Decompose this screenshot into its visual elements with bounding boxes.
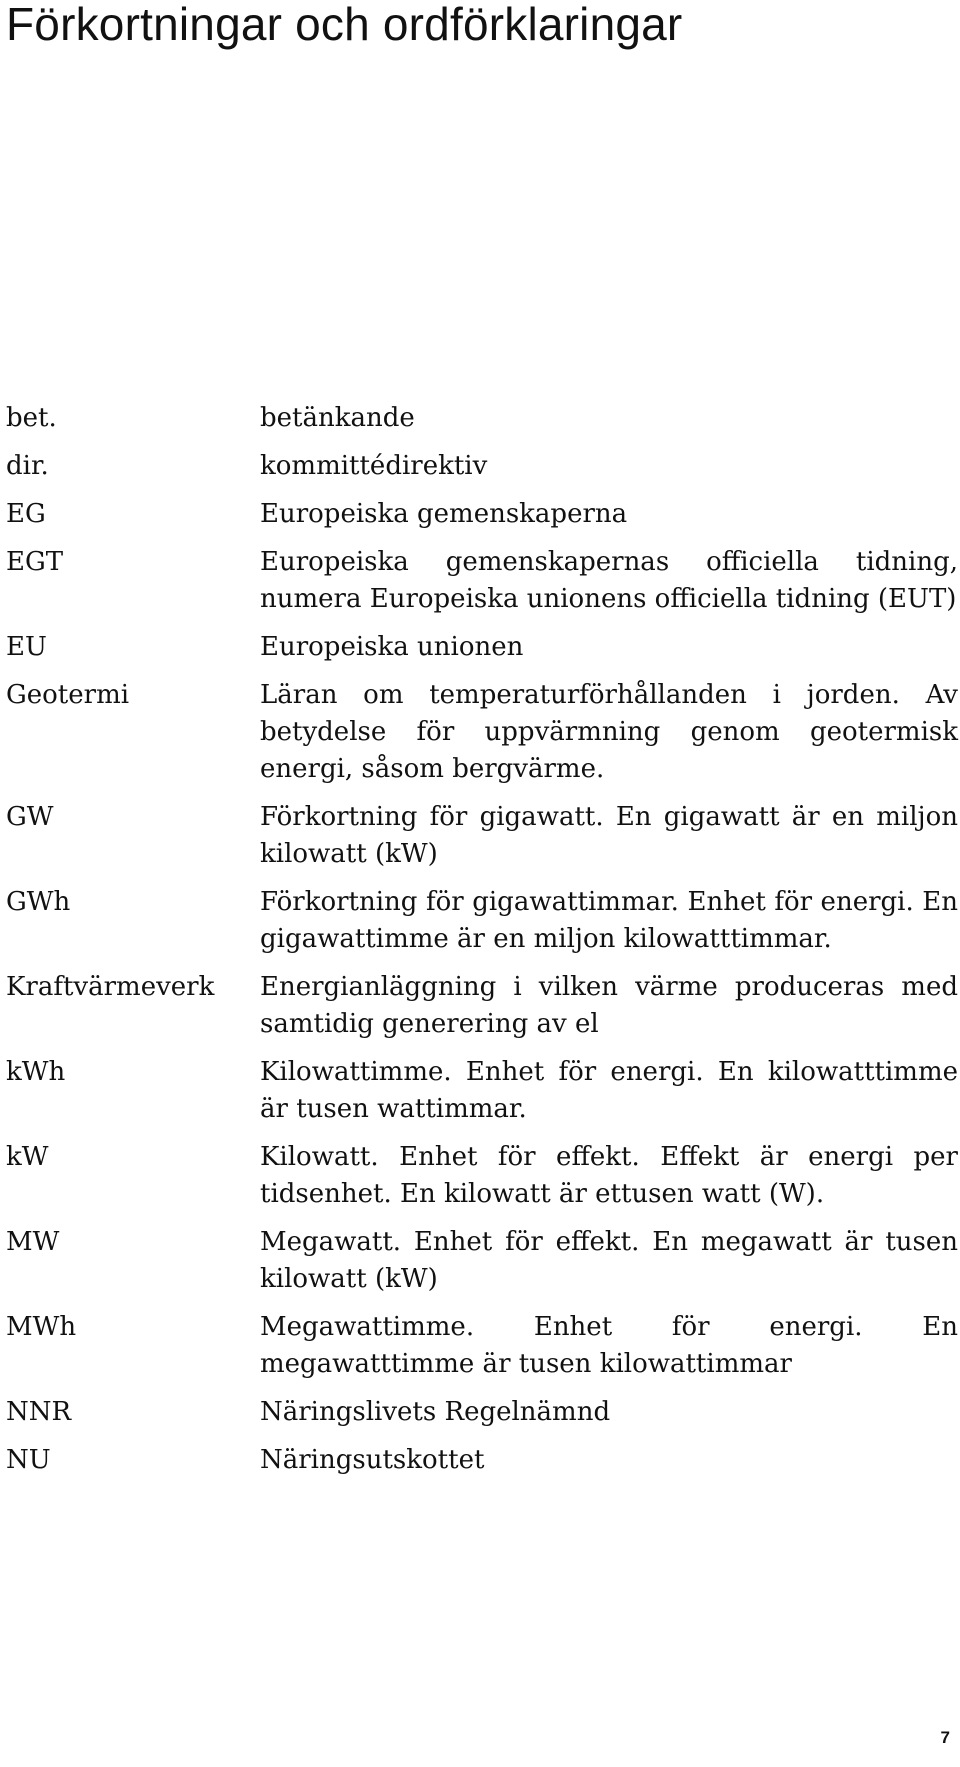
glossary-entry bbox=[6, 400, 958, 437]
glossary-definition: Näringsutskottet bbox=[260, 1445, 485, 1475]
glossary-entry bbox=[6, 1139, 958, 1213]
glossary-definition: Förkortning för gigawattimmar. Enhet för energi. En gigawattimme är en miljon kilowatttimmar. bbox=[260, 887, 958, 954]
glossary-term: NNR bbox=[6, 1397, 72, 1427]
glossary-definition: kommittédirektiv bbox=[260, 451, 488, 481]
glossary-term: MW bbox=[6, 1227, 60, 1257]
glossary-definition: Europeiska unionen bbox=[260, 632, 524, 662]
glossary-term: EG bbox=[6, 499, 46, 529]
glossary-entry bbox=[6, 677, 958, 788]
glossary-entry bbox=[6, 1442, 958, 1479]
glossary-definition: Europeiska gemenskaperna bbox=[260, 499, 628, 529]
glossary-term: bet. bbox=[6, 403, 57, 433]
glossary-entry bbox=[6, 1054, 958, 1128]
glossary-entry bbox=[6, 1309, 958, 1383]
glossary-entry bbox=[6, 1224, 958, 1298]
glossary-term: GW bbox=[6, 802, 54, 832]
glossary-term: kWh bbox=[6, 1057, 66, 1087]
glossary-entry bbox=[6, 799, 958, 873]
glossary-entry bbox=[6, 448, 958, 485]
glossary-term: MWh bbox=[6, 1312, 77, 1342]
glossary-definition: Europeiska gemenskapernas officiella tidning, numera Europeiska unionens officiella tidning (EUT) bbox=[260, 547, 958, 614]
page-number: 7 bbox=[940, 1728, 950, 1747]
glossary-term: GWh bbox=[6, 887, 71, 917]
glossary-definition: Megawattimme. Enhet för energi. En megawatttimme är tusen kilowattimmar bbox=[260, 1312, 958, 1379]
glossary-entry bbox=[6, 544, 958, 618]
glossary-entry bbox=[6, 884, 958, 958]
glossary-definition: Förkortning för gigawatt. En gigawatt är en miljon kilowatt (kW) bbox=[260, 802, 958, 869]
glossary-definition: Energianläggning i vilken värme produceras med samtidig generering av el bbox=[260, 972, 958, 1039]
glossary-entry bbox=[6, 496, 958, 533]
glossary-definition: Kilowatt. Enhet för effekt. Effekt är energi per tidsenhet. En kilowatt är ettusen watt (W). bbox=[260, 1142, 958, 1209]
glossary-definition: Megawatt. Enhet för effekt. En megawatt är tusen kilowatt (kW) bbox=[260, 1227, 958, 1294]
page-title: Förkortningar och ordförklaringar bbox=[6, 0, 683, 50]
glossary-term: dir. bbox=[6, 451, 49, 481]
glossary-definition: Näringslivets Regelnämnd bbox=[260, 1397, 611, 1427]
glossary-term: EU bbox=[6, 632, 47, 662]
glossary-definition: Läran om temperaturförhållanden i jorden. Av betydelse för uppvärmning genom geotermisk energi, såsom bergvärme. bbox=[260, 680, 958, 784]
glossary-term: Geotermi bbox=[6, 680, 130, 710]
glossary-term: Kraftvärmeverk bbox=[6, 972, 215, 1002]
glossary-entry bbox=[6, 1394, 958, 1431]
glossary-list bbox=[6, 400, 958, 1490]
glossary-term: NU bbox=[6, 1445, 51, 1475]
glossary-entry bbox=[6, 969, 958, 1043]
glossary-definition: Kilowattimme. Enhet för energi. En kilowatttimme är tusen wattimmar. bbox=[260, 1057, 958, 1124]
glossary-entry bbox=[6, 629, 958, 666]
glossary-term: EGT bbox=[6, 547, 64, 577]
glossary-definition: betänkande bbox=[260, 403, 415, 433]
glossary-term: kW bbox=[6, 1142, 49, 1172]
